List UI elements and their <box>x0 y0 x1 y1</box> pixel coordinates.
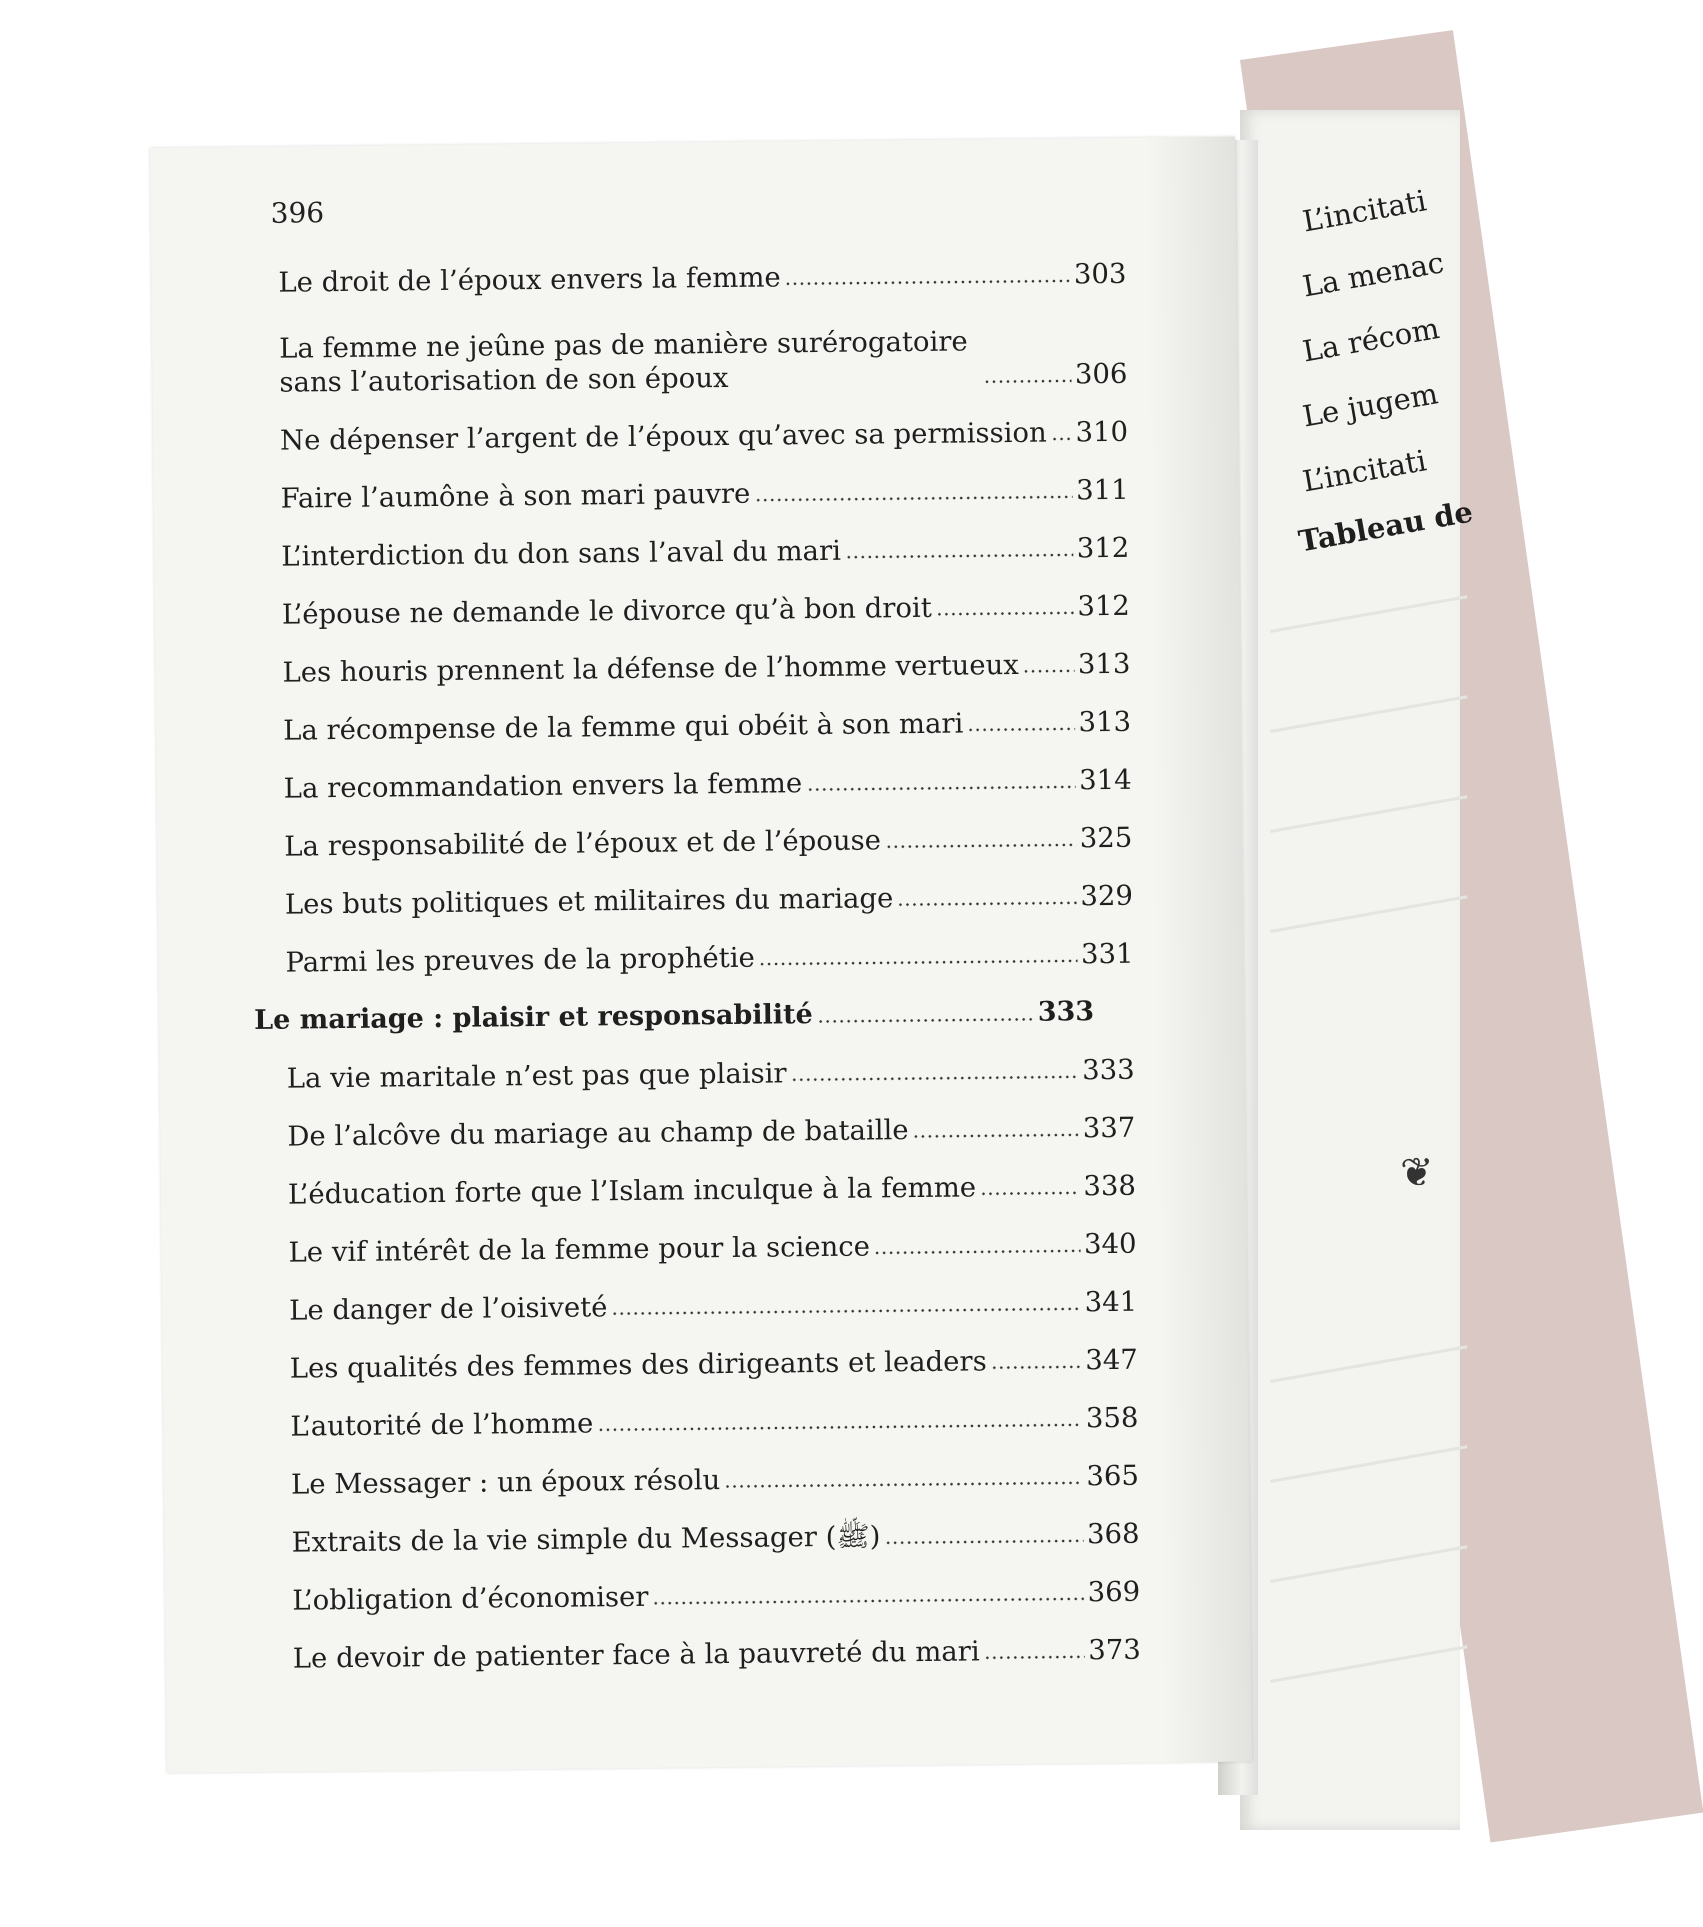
leader-dots <box>806 775 1075 794</box>
right-page-section-title: Tableau de <box>1296 494 1476 559</box>
toc-entry-page: 313 <box>1078 705 1132 739</box>
toc-entry-title: Le danger de l’oisiveté <box>289 1291 608 1327</box>
toc-section-heading <box>254 971 1135 1038</box>
toc-entry-title: L’autorité de l’homme <box>290 1407 594 1443</box>
toc-entry <box>257 1319 1138 1386</box>
right-page-line: L’incitati <box>1300 183 1429 239</box>
toc-entry <box>260 1551 1141 1618</box>
leader-dots <box>652 1587 1083 1608</box>
toc-entry-title: La vie maritale n’est pas que plaisir <box>286 1057 787 1095</box>
table-of-contents <box>246 233 1141 1676</box>
toc-entry <box>260 1609 1141 1676</box>
toc-entry <box>256 1145 1137 1212</box>
show-through-line <box>1270 1545 1467 1583</box>
leader-dots <box>874 1239 1080 1257</box>
right-page <box>1240 110 1476 1830</box>
toc-entry-title: Parmi les preuves de la prophétie <box>285 941 756 979</box>
leader-dots <box>885 833 1076 851</box>
right-page-line: L’incitati <box>1300 443 1429 499</box>
toc-entry-title: L’épouse ne demande le divorce qu’à bon droit <box>281 591 932 631</box>
toc-entry <box>253 855 1134 922</box>
toc-entry <box>249 507 1130 574</box>
toc-entry-title: Le Messager : un époux résolu <box>290 1464 721 1501</box>
show-through-line <box>1270 895 1467 933</box>
show-through-line <box>1270 1645 1467 1683</box>
toc-entry-page: 306 <box>1074 357 1128 391</box>
toc-entry <box>258 1377 1139 1444</box>
toc-entry-title: Le devoir de patienter face à la pauvreté du mari <box>292 1635 980 1675</box>
leader-dots <box>1023 659 1074 676</box>
toc-entry-title: De l’alcôve du mariage au champ de bataille <box>287 1114 909 1153</box>
ornament-icon: ❦ <box>1400 1150 1434 1196</box>
toc-entry-page: 312 <box>1077 589 1131 623</box>
toc-entry-page: 329 <box>1080 879 1134 913</box>
leader-dots <box>991 1355 1082 1372</box>
toc-entry <box>248 449 1129 516</box>
toc-entry <box>257 1261 1138 1328</box>
toc-section-title: Le mariage : plaisir et responsabilité <box>253 999 813 1036</box>
toc-entry <box>259 1435 1140 1502</box>
toc-entry-title: Le vif intérêt de la femme pour la science <box>288 1230 871 1269</box>
toc-entry-title: Faire l’aumône à son mari pauvre <box>280 477 751 515</box>
right-page-line: La menac <box>1300 245 1447 304</box>
toc-entry <box>254 1029 1135 1096</box>
toc-entry-title: La responsabilité de l’époux et de l’épouse <box>284 824 882 863</box>
leader-dots <box>759 949 1077 968</box>
toc-entry-page: 368 <box>1086 1517 1140 1551</box>
right-page-line: La récom <box>1300 311 1442 369</box>
toc-entry <box>256 1203 1137 1270</box>
toc-entry-title: Les qualités des femmes des dirigeants et leaders <box>289 1345 987 1385</box>
toc-entry-title: L’interdiction du don sans l’aval du mari <box>281 534 842 573</box>
toc-entry <box>259 1493 1140 1560</box>
toc-entry-title: Les buts politiques et militaires du mariage <box>284 882 894 921</box>
toc-entry-title: L’obligation d’économiser <box>292 1580 649 1617</box>
show-through-line <box>1270 595 1467 633</box>
leader-dots <box>984 1645 1085 1662</box>
toc-entry <box>246 233 1127 300</box>
toc-entry <box>251 681 1132 748</box>
toc-entry-title: La récompense de la femme qui obéit à son mari <box>282 707 964 747</box>
toc-section-page: 333 <box>1037 996 1095 1028</box>
leader-dots <box>936 601 1074 618</box>
leader-dots <box>897 891 1076 909</box>
toc-entry-page: 312 <box>1076 531 1130 565</box>
toc-entry-page: 325 <box>1079 821 1133 855</box>
toc-entry-page: 369 <box>1087 1575 1141 1609</box>
toc-entry-title: Les houris prennent la défense de l’homme vertueux <box>282 648 1019 689</box>
toc-entry-page: 310 <box>1075 415 1129 449</box>
leader-dots <box>785 269 1070 288</box>
leader-dots <box>983 369 1071 386</box>
toc-entry-page: 373 <box>1088 1633 1141 1667</box>
toc-entry <box>253 913 1134 980</box>
toc-entry <box>248 391 1129 458</box>
toc-entry <box>255 1087 1136 1154</box>
leader-dots <box>597 1413 1082 1434</box>
toc-entry-page: 337 <box>1082 1111 1136 1145</box>
toc-entry <box>251 739 1132 806</box>
show-through-line <box>1270 1445 1467 1483</box>
toc-entry-page: 331 <box>1080 937 1134 971</box>
page-number: 396 <box>270 196 325 230</box>
leader-dots <box>884 1529 1083 1547</box>
toc-entry-title: La femme ne jeûne pas de manière surérogatoire sans l’autorisation de son époux <box>278 325 968 399</box>
toc-entry-page: 311 <box>1075 473 1129 507</box>
toc-entry-page: 365 <box>1086 1459 1140 1493</box>
toc-entry-page: 347 <box>1085 1343 1138 1377</box>
show-through-line <box>1270 695 1467 733</box>
leader-dots <box>913 1123 1079 1141</box>
toc-entry <box>252 797 1133 864</box>
right-page-line: Le jugem <box>1300 376 1441 434</box>
toc-entry <box>250 623 1131 690</box>
toc-entry-title: L’éducation forte que l’Islam inculque à la femme <box>287 1171 977 1211</box>
leader-dots <box>845 543 1073 561</box>
toc-entry-page: 340 <box>1083 1227 1137 1261</box>
toc-entry-page: 358 <box>1085 1401 1139 1435</box>
toc-entry-page: 314 <box>1079 763 1132 797</box>
toc-entry-title: Ne dépenser l’argent de l’époux qu’avec sa permission <box>279 416 1047 457</box>
toc-entry-page: 338 <box>1083 1169 1137 1203</box>
toc-entry <box>249 565 1130 632</box>
show-through-line <box>1270 795 1467 833</box>
toc-entry-page: 333 <box>1082 1053 1135 1087</box>
toc-entry-title: La recommandation envers la femme <box>283 767 803 805</box>
leader-dots <box>724 1471 1082 1491</box>
toc-entry <box>247 291 1128 400</box>
leader-dots <box>1051 427 1072 443</box>
leader-dots <box>791 1065 1079 1084</box>
show-through-line <box>1270 1345 1467 1383</box>
toc-entry-page: 313 <box>1077 647 1131 681</box>
leader-dots <box>967 717 1074 734</box>
leader-dots <box>980 1181 1080 1198</box>
leader-dots <box>754 485 1072 504</box>
toc-entry-title: Le droit de l’époux envers la femme <box>278 261 781 299</box>
left-page <box>150 137 1252 1773</box>
toc-entry-page: 341 <box>1084 1285 1138 1319</box>
leader-dots <box>611 1297 1080 1318</box>
toc-entry-title: Extraits de la vie simple du Messager (ﷺ) <box>291 1520 881 1559</box>
leader-dots <box>817 1008 1034 1026</box>
toc-entry-page: 303 <box>1073 257 1127 291</box>
